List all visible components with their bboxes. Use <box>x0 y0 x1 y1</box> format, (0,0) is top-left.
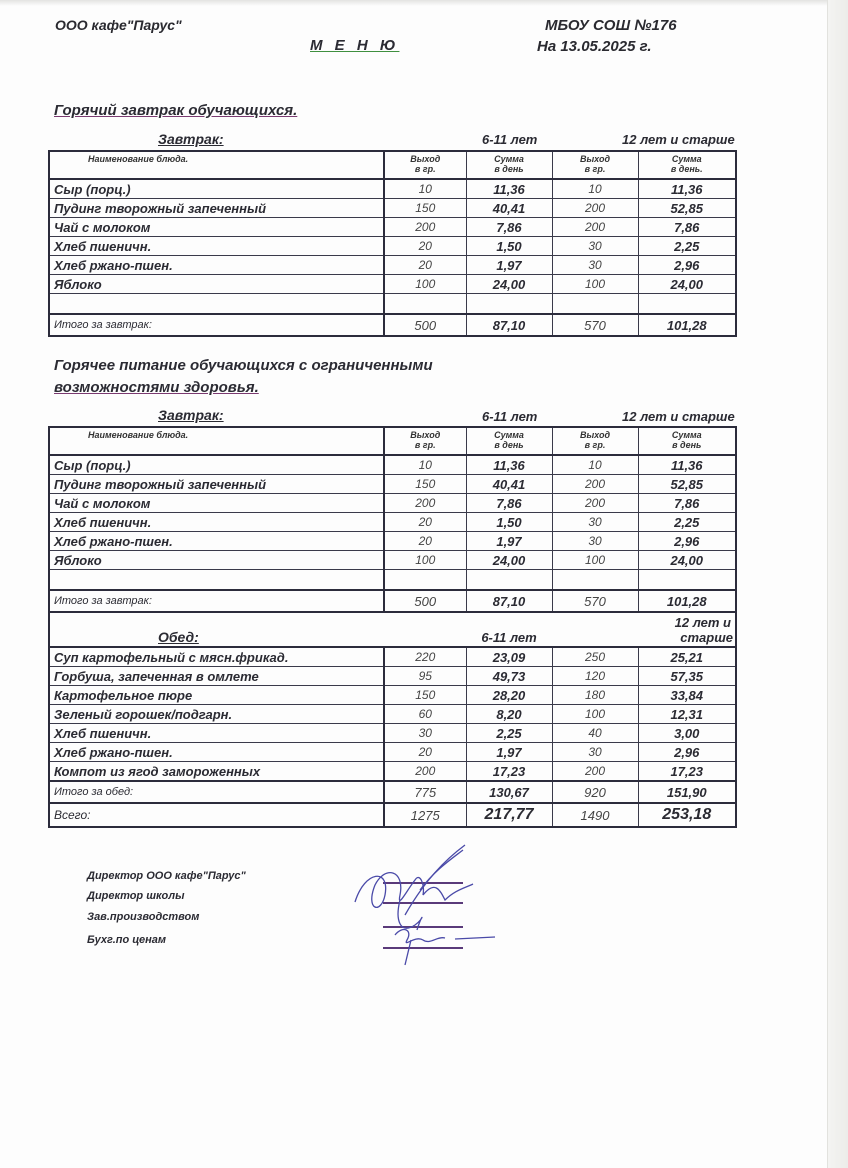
meal-title-breakfast-2: Завтрак: <box>158 407 224 423</box>
col-header-yield: Выход в гр. <box>384 427 466 455</box>
col-header-name: Наименование блюда. <box>49 427 384 455</box>
age-group-old-2: 12 лет и старше <box>622 409 735 424</box>
breakfast-table <box>48 150 737 337</box>
table-row: Хлеб ржано-пшен. 20 1,97 30 2,96 <box>49 256 736 275</box>
table-row: Хлеб ржано-пшен. 20 1,97 30 2,96 <box>49 743 736 762</box>
signature-label-accountant: Бухг.по ценам <box>87 934 166 946</box>
table-row: Чай с молоком 200 7,86 200 7,86 <box>49 218 736 237</box>
table-row-grand-total: Всего: 1275 217,77 1490 253,18 <box>49 803 736 827</box>
table-row: Хлеб пшеничн. 20 1,50 30 2,25 <box>49 237 736 256</box>
meal-title-lunch: Обед: <box>158 629 199 645</box>
table-row: Пудинг творожный запеченный 150 40,41 200 52,85 <box>49 199 736 218</box>
table-row: Пудинг творожный запеченный 150 40,41 200 52,85 <box>49 475 736 494</box>
table-row: Сыр (порц.) 10 11,36 10 11,36 <box>49 179 736 199</box>
menu-date: На 13.05.2025 г. <box>537 38 652 55</box>
table-row: Яблоко 100 24,00 100 24,00 <box>49 551 736 570</box>
col-header-yield-old: Выход в гр. <box>552 151 638 179</box>
section-title-hot-breakfast: Горячий завтрак обучающихся. <box>54 102 298 119</box>
school-name: МБОУ СОШ №176 <box>545 17 677 34</box>
table-row: Сыр (порц.) 10 11,36 10 11,36 <box>49 455 736 475</box>
col-header-name: Наименование блюда. <box>49 151 384 179</box>
table-row-blank <box>49 294 736 315</box>
table-row: Горбуша, запеченная в омлете 95 49,73 120 57,35 <box>49 667 736 686</box>
table-header-row <box>49 151 736 179</box>
section-title-special-line1: Горячее питание обучающихся с ограниченными <box>54 357 433 374</box>
col-header-yield: Выход в гр. <box>384 151 466 179</box>
table-row: Хлеб ржано-пшен. 20 1,97 30 2,96 <box>49 532 736 551</box>
signature-label-cafe-director: Директор ООО кафе"Парус" <box>87 870 246 882</box>
table-row: Зеленый горошек/подгарн. 60 8,20 100 12,31 <box>49 705 736 724</box>
age-group-old-3: 12 лет и старше <box>674 615 733 645</box>
handwritten-signature-icon <box>345 840 505 970</box>
section-title-special-line2: возможностями здоровья. <box>54 379 259 396</box>
col-header-sum-old: Сумма в день. <box>638 151 736 179</box>
table-header-row <box>49 427 736 455</box>
signature-label-production-head: Зав.производством <box>87 911 200 923</box>
age-group-young-2: 6-11 лет <box>482 409 538 424</box>
age-group-young-3: 6-11 лет <box>481 630 537 645</box>
col-header-sum: Сумма в день <box>466 427 552 455</box>
table-row-total: Итого за обед: 775 130,67 920 151,90 <box>49 781 736 803</box>
col-header-sum-old: Сумма в день <box>638 427 736 455</box>
age-group-young: 6-11 лет <box>482 132 538 147</box>
scan-edge-right <box>827 0 848 1168</box>
col-header-yield-old: Выход в гр. <box>552 427 638 455</box>
table-row-total: Итого за завтрак: 500 87,10 570 101,28 <box>49 314 736 336</box>
table-row: Хлеб пшеничн. 20 1,50 30 2,25 <box>49 513 736 532</box>
table-row: Хлеб пшеничн. 30 2,25 40 3,00 <box>49 724 736 743</box>
col-header-sum: Сумма в день <box>466 151 552 179</box>
table-row: Яблоко 100 24,00 100 24,00 <box>49 275 736 294</box>
table-row-blank <box>49 570 736 591</box>
table-row-total: Итого за завтрак: 500 87,10 570 101,28 <box>49 590 736 612</box>
age-group-old: 12 лет и старше <box>622 132 735 147</box>
company-name: ООО кафе"Парус" <box>55 17 182 33</box>
table-row: Компот из ягод замороженных 200 17,23 200 17,23 <box>49 762 736 782</box>
meal-title-breakfast: Завтрак: <box>158 131 224 147</box>
table-row: Картофельное пюре 150 28,20 180 33,84 <box>49 686 736 705</box>
lunch-subheader <box>49 612 736 647</box>
signature-label-school-director: Директор школы <box>87 890 185 902</box>
page-title: М Е Н Ю <box>310 37 400 54</box>
table-row: Чай с молоком 200 7,86 200 7,86 <box>49 494 736 513</box>
special-menu-table <box>48 426 737 828</box>
table-row: Суп картофельный с мясн.фрикад. 220 23,09 250 25,21 <box>49 647 736 667</box>
scan-edge-top <box>0 0 848 6</box>
